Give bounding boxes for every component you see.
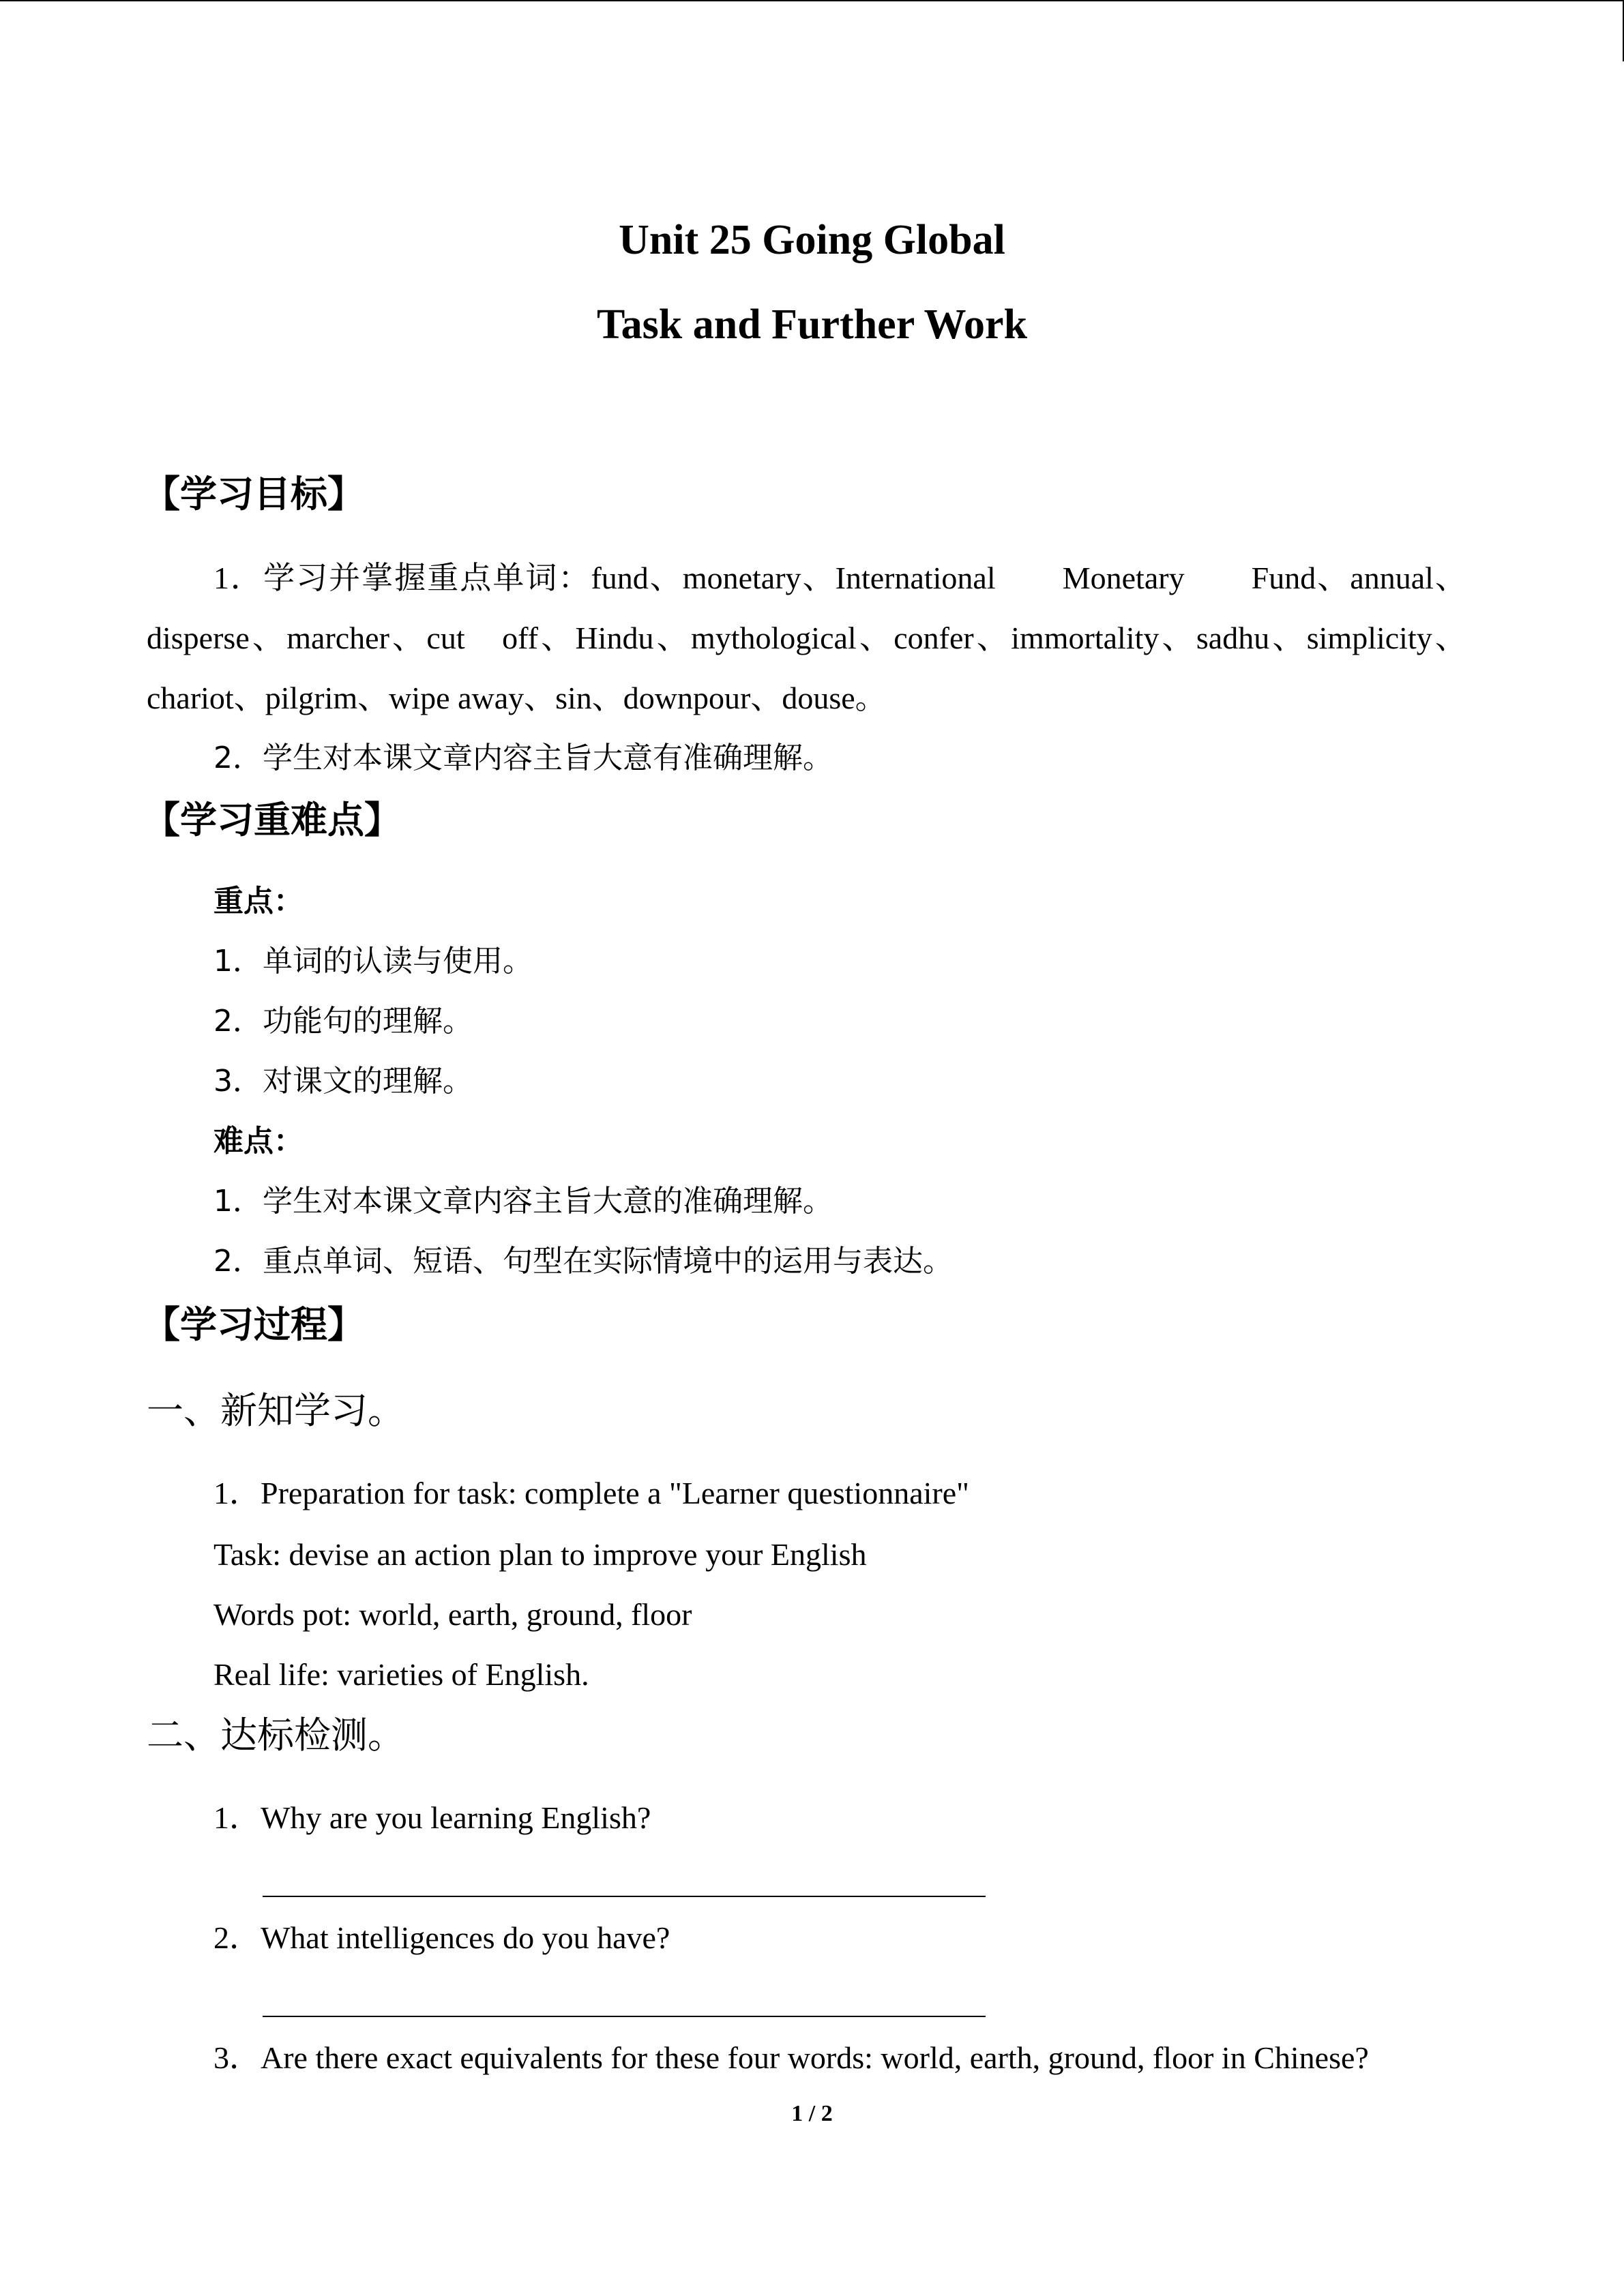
document-subtitle: Task and Further Work [596,301,1028,348]
question-1: 1．Why are you learning English? [213,1800,651,1835]
objective-item-1-line-3: chariot、pilgrim、wipe away、sin、downpour、douse。 [147,681,887,715]
document-title: Unit 25 Going Global [619,217,1005,263]
section-heading-key-points: 【学习重难点】 [143,799,401,841]
part-2-title: 二、达标检测。 [147,1714,404,1757]
part-1-line-3: Words pot: world, earth, ground, floor [213,1597,692,1632]
part-1-line-2: Task: devise an action plan to improve your English [213,1537,867,1572]
part-1-title: 一、新知学习。 [147,1389,404,1432]
objective-item-1-line-2: disperse、marcher、cut off、Hindu、mythological、confer、immortality、sadhu、simplicity、 [147,621,1466,655]
difficult-item-2: 2．重点单词、短语、句型在实际情境中的运用与表达。 [213,1244,953,1279]
answer-line-2[interactable] [263,2016,986,2017]
section-heading-objectives: 【学习目标】 [143,473,364,516]
question-3: 3．Are there exact equivalents for these four words: world, earth, ground, floor in Chinese? [213,2040,1369,2075]
part-1-line-1: 1．Preparation for task: complete a "Learner questionnaire" [213,1476,969,1510]
part-1-line-4: Real life: varieties of English. [213,1657,589,1692]
top-border [0,0,1624,1]
question-2: 2．What intelligences do you have? [213,1920,670,1955]
objective-item-2: 2．学生对本课文章内容主旨大意有准确理解。 [213,741,833,775]
objective-item-1-line-1: 1．学习并掌握重点单词：fund、monetary、International Monetary Fund、annual、 [213,561,1466,595]
answer-line-1[interactable] [263,1896,986,1897]
difficult-item-1: 1．学生对本课文章内容主旨大意的准确理解。 [213,1184,833,1219]
section-heading-process: 【学习过程】 [143,1303,364,1346]
focus-item-3: 3．对课文的理解。 [213,1064,473,1099]
focus-label: 重点： [213,884,304,919]
page-number: 1 / 2 [791,2101,833,2126]
difficult-label: 难点： [213,1124,304,1159]
focus-item-2: 2．功能句的理解。 [213,1004,473,1039]
focus-item-1: 1．单词的认读与使用。 [213,944,533,979]
